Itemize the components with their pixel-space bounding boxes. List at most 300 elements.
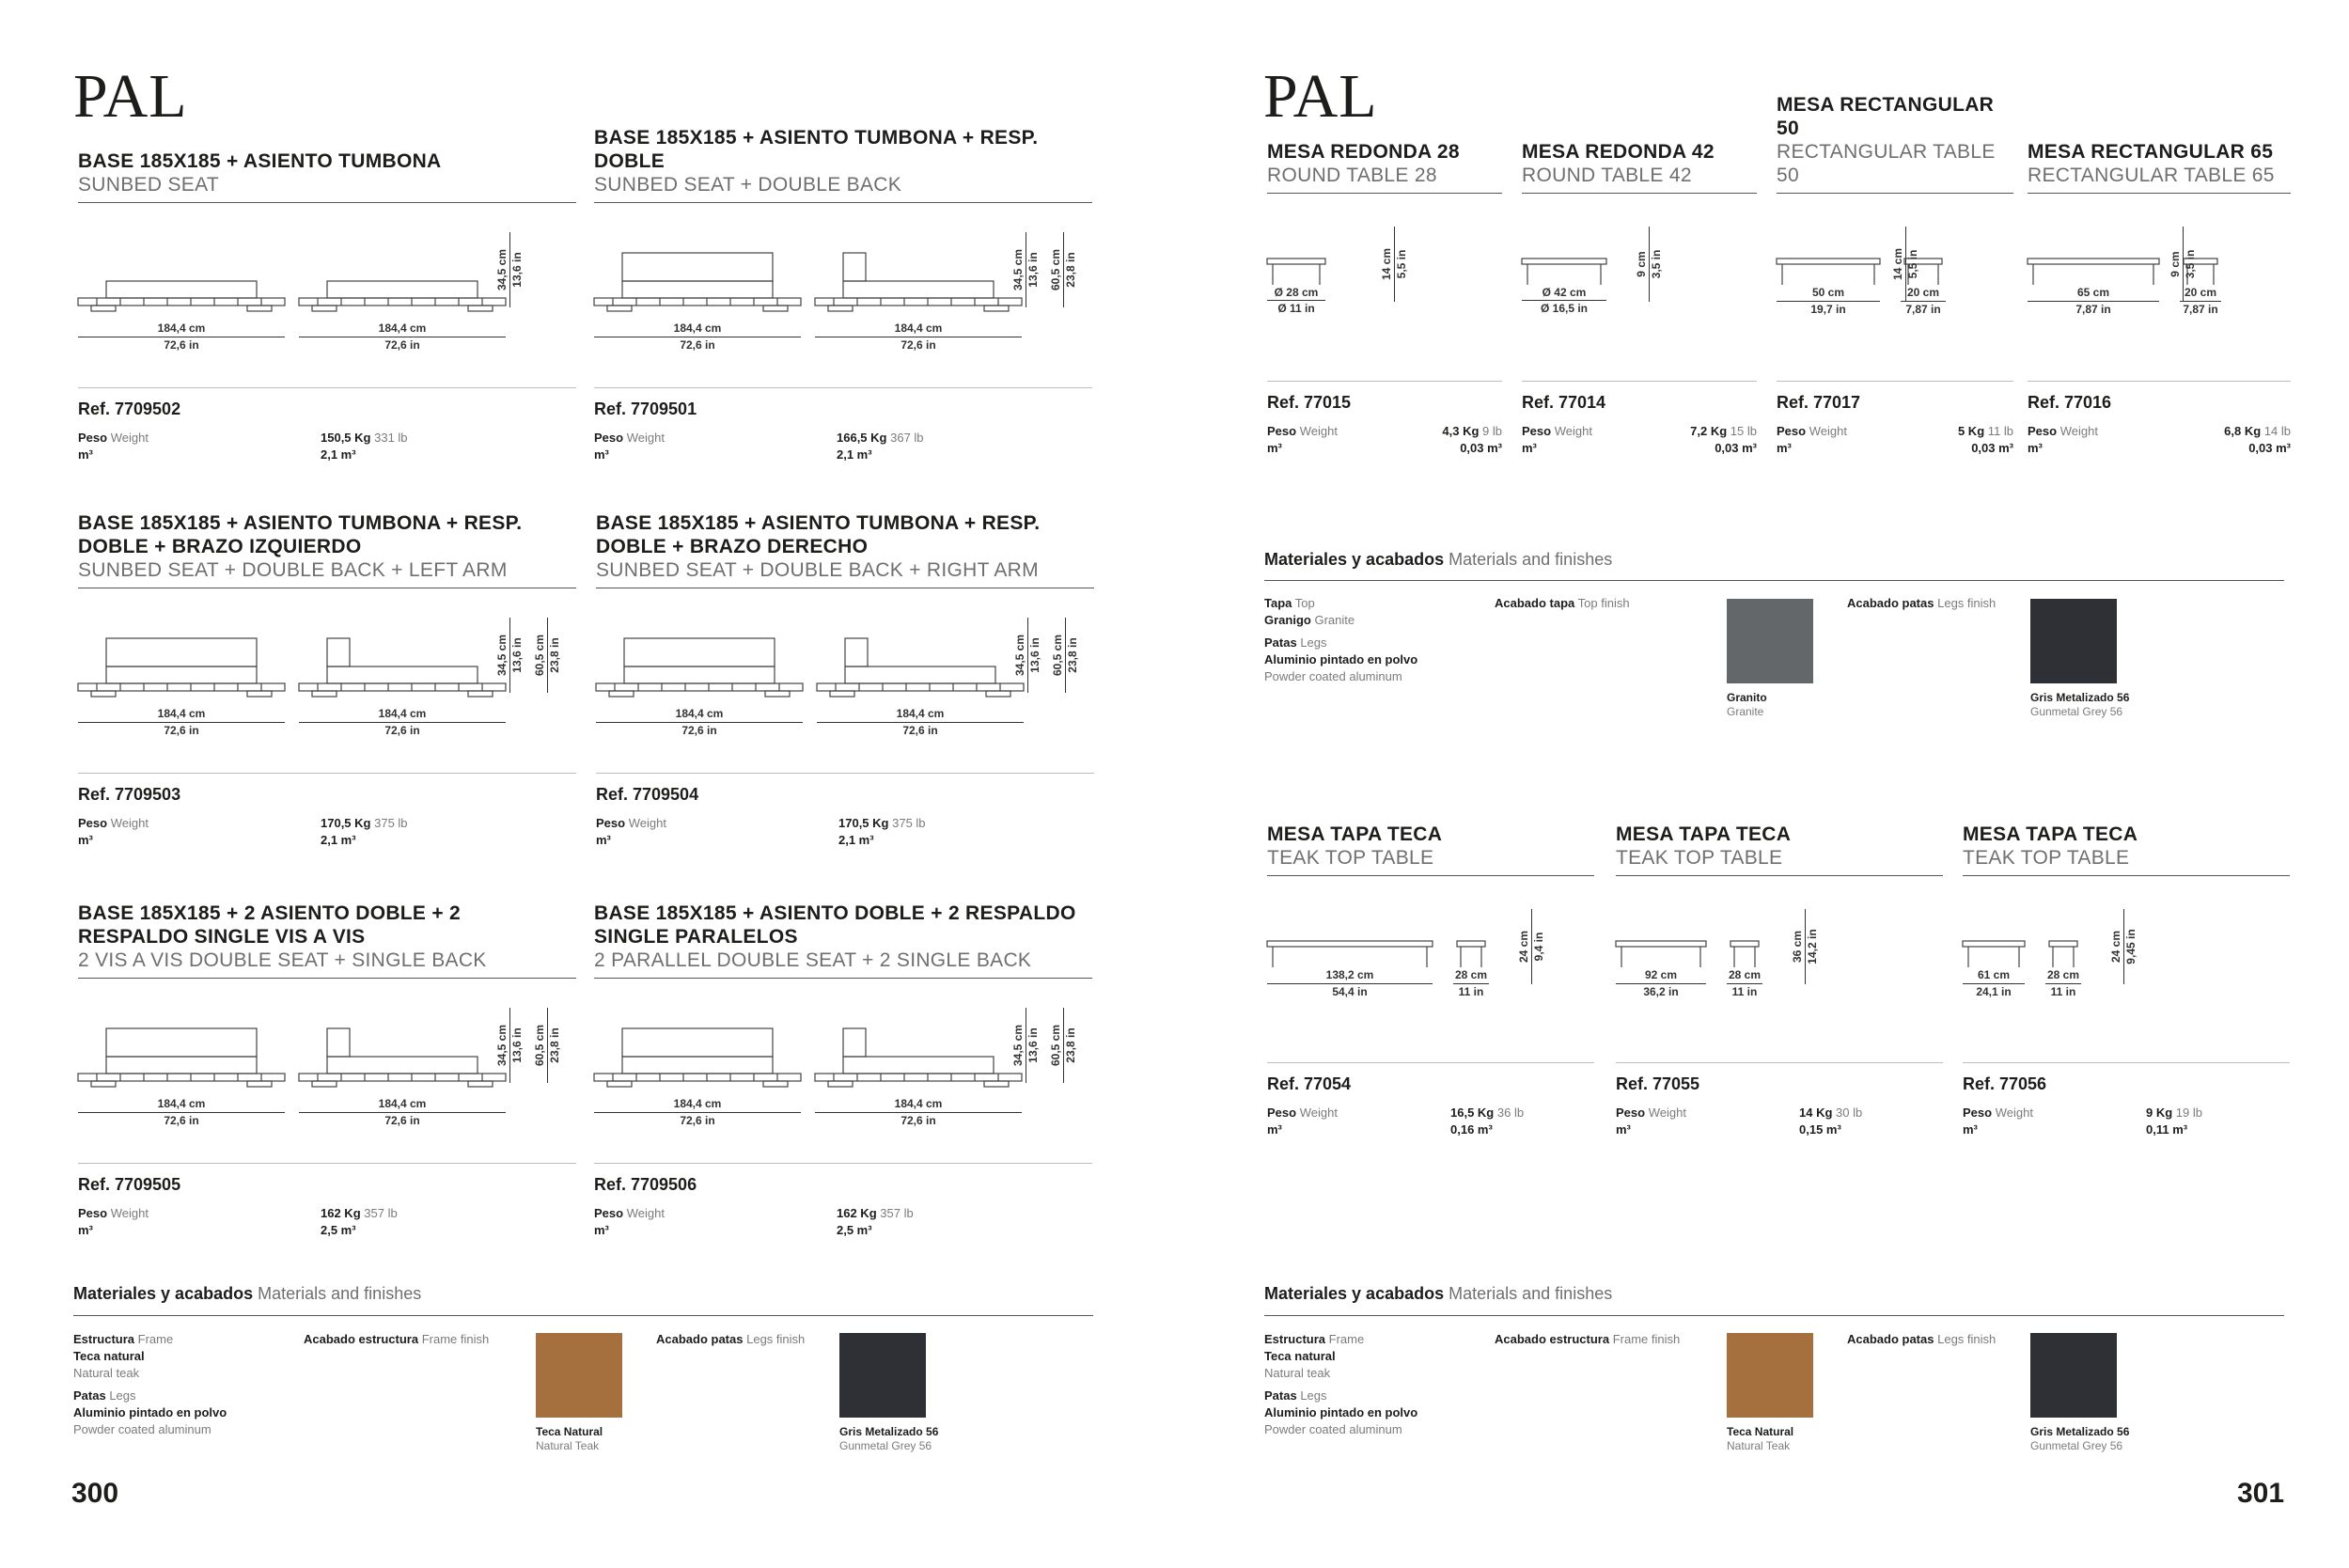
gunmetal-swatch-label: Gris Metalizado 56 Gunmetal Grey 56 <box>839 1425 939 1452</box>
dim-cm: 65 cm <box>2028 285 2159 302</box>
height-dimension <box>1635 227 1667 302</box>
spec-values <box>837 1205 914 1239</box>
sofa-foot <box>91 691 116 697</box>
weight-label: Peso <box>596 816 626 830</box>
materials-frame-text: Estructura Frame Teca natural Natural teak Patas Legs Aluminio pintado en polvo Powder coated aluminum <box>73 1332 227 1436</box>
materials-tables <box>1264 550 2284 718</box>
teak-swatch <box>1727 1333 1813 1418</box>
weight-label: Peso <box>78 1206 108 1220</box>
width-dimension <box>815 321 1022 353</box>
height-in: 13,6 in <box>510 637 524 673</box>
page-number-left: 300 <box>71 1478 119 1509</box>
dim-cm: 184,4 cm <box>594 321 801 337</box>
teak-swatch <box>536 1333 622 1418</box>
table-top <box>1616 941 1706 947</box>
materials-teak-tables <box>1264 1284 2284 1452</box>
dim-in: 72,6 in <box>680 338 715 352</box>
weight-kg: 4,3 Kg <box>1442 424 1480 438</box>
height-in: 9,45 in <box>2124 929 2138 964</box>
product-title: MESA TAPA TECA <box>1616 823 1792 845</box>
product-subtitle: SUNBED SEAT + DOUBLE BACK <box>594 174 902 196</box>
height-cm: 60,5 cm <box>533 1008 548 1083</box>
materials-heading-es: Materiales y acabados <box>1264 1284 1445 1303</box>
spec-values <box>1522 423 1757 457</box>
width-dimension <box>1963 967 2025 999</box>
height-in: 3,5 in <box>2184 249 2197 279</box>
title-rule <box>1522 193 1757 194</box>
title-rule <box>1267 193 1502 194</box>
product-heading <box>78 902 576 972</box>
weight-label-en: Weight <box>626 431 665 445</box>
materials-heading-es: Materiales y acabados <box>1264 550 1445 569</box>
width-dimension <box>78 706 285 738</box>
weight-label-en: Weight <box>110 1206 149 1220</box>
materials-heading-en: Materials and finishes <box>1449 1284 1613 1303</box>
height-dimension <box>495 1008 527 1083</box>
width-dimension <box>594 1096 801 1128</box>
height-in: 23,8 in <box>1066 637 1079 673</box>
materials-heading <box>73 1284 1093 1304</box>
height-in: 5,5 in <box>1395 249 1408 279</box>
product-block <box>594 902 1092 1264</box>
weight-kg: 9 Kg <box>2146 1105 2173 1120</box>
height-cm: 24 cm <box>1517 909 1532 984</box>
height-dimension <box>1517 909 1549 984</box>
table-top <box>2028 259 2159 264</box>
weight-kg: 170,5 Kg <box>838 816 889 830</box>
product-ref: Ref. 7709505 <box>78 1175 181 1194</box>
height-dimension <box>533 1008 565 1083</box>
weight-label-en: Weight <box>626 1206 665 1220</box>
product-subtitle: TEAK TOP TABLE <box>1267 847 1434 869</box>
dim-cm: 184,4 cm <box>299 706 506 723</box>
sofa-back <box>327 638 350 666</box>
dim-cm: 184,4 cm <box>815 321 1022 337</box>
product-title: MESA RECTANGULAR 65 <box>2028 141 2274 163</box>
sofa-foot <box>247 306 272 311</box>
volume-m3: 0,03 m³ <box>1715 441 1757 455</box>
title-rule <box>1777 193 2013 194</box>
dim-cm: 50 cm <box>1777 285 1880 302</box>
table-side-top <box>1730 941 1759 947</box>
height-dimension <box>2169 227 2200 302</box>
sofa-base <box>815 1074 1022 1081</box>
weight-lb: 357 lb <box>364 1206 398 1220</box>
product-block <box>78 512 576 874</box>
dim-in: 11 in <box>1731 985 1758 998</box>
dim-in: 7,87 in <box>2075 303 2111 316</box>
width-dimension <box>299 321 506 353</box>
volume-label: m³ <box>1616 1122 1631 1137</box>
ref-rule <box>596 773 1094 774</box>
product-ref: Ref. 7709503 <box>78 785 181 804</box>
title-rule <box>1616 875 1943 876</box>
dim-in: 11 in <box>2050 985 2076 998</box>
weight-label: Peso <box>2028 424 2058 438</box>
sofa-foot <box>468 1081 493 1087</box>
height-cm: 14 cm <box>1891 227 1906 302</box>
sofa-back <box>845 638 868 666</box>
height-dimension <box>2109 909 2141 984</box>
volume-m3: 0,03 m³ <box>2248 441 2291 455</box>
sofa-view <box>299 281 506 311</box>
width-dimension <box>1267 285 1325 316</box>
weight-kg: 5 Kg <box>1957 424 1985 438</box>
product-title: MESA RECTANGULAR 50 <box>1777 94 1995 139</box>
product-drawing <box>594 240 1092 362</box>
width-dimension <box>815 1096 1022 1128</box>
sofa-seat <box>327 1057 478 1074</box>
weight-kg: 162 Kg <box>321 1206 361 1220</box>
product-heading <box>594 126 1092 196</box>
teak-swatch-label: Teca Natural Natural Teak <box>536 1425 603 1452</box>
legs-finish-label: Acabado patas Legs finish <box>656 1332 806 1346</box>
volume-m3: 2,1 m³ <box>837 447 872 462</box>
height-dimension <box>1380 227 1412 302</box>
sofa-view <box>596 638 803 697</box>
sofa-foot <box>312 691 337 697</box>
dim-cm: Ø 28 cm <box>1267 285 1325 301</box>
height-cm: 34,5 cm <box>495 618 510 693</box>
dim-cm: 61 cm <box>1963 967 2025 984</box>
sofa-view <box>594 253 801 311</box>
width-dimension <box>1777 285 1880 317</box>
table-top <box>1522 259 1606 264</box>
sofa-back <box>106 638 257 666</box>
title-rule <box>594 202 1092 203</box>
sofa-back <box>327 1028 350 1057</box>
brand-logo-left: PAL <box>73 62 188 131</box>
sofa-view <box>299 638 506 697</box>
sofa-view <box>78 638 285 697</box>
dim-in: 54,4 in <box>1332 985 1368 998</box>
sofa-base <box>594 1074 801 1081</box>
dim-cm: 20 cm <box>1901 285 1946 302</box>
legs-finish-label: Acabado patas Legs finish <box>1847 596 1997 610</box>
weight-label: Peso <box>1522 424 1552 438</box>
spec-values <box>838 815 926 849</box>
dim-in: 72,6 in <box>164 1114 199 1127</box>
sofa-base <box>299 298 506 306</box>
product-subtitle: ROUND TABLE 28 <box>1267 165 1437 186</box>
dim-in: 7,87 in <box>2183 303 2218 316</box>
product-subtitle: RECTANGULAR TABLE 50 <box>1777 141 1996 186</box>
weight-lb: 19 lb <box>2175 1105 2202 1120</box>
sofa-view <box>78 281 285 311</box>
height-dimension <box>495 232 527 307</box>
product-title: BASE 185X185 + ASIENTO TUMBONA + RESP. DOBLE + BRAZO IZQUIERDO <box>78 512 523 557</box>
sofa-foot <box>247 691 272 697</box>
title-rule <box>1963 875 2290 876</box>
dim-in: 72,6 in <box>680 1114 715 1127</box>
materials-heading-en: Materials and finishes <box>1449 550 1613 569</box>
volume-label: m³ <box>1267 441 1282 455</box>
volume-m3: 2,1 m³ <box>321 833 356 847</box>
title-rule <box>594 978 1092 979</box>
height-cm: 60,5 cm <box>533 618 548 693</box>
sofa-foot <box>607 1081 632 1087</box>
sofa-foot <box>468 691 493 697</box>
height-cm: 24 cm <box>2109 909 2124 984</box>
ref-rule <box>1777 381 2013 382</box>
dim-cm: 184,4 cm <box>594 1096 801 1113</box>
product-drawing <box>1777 230 2013 353</box>
height-cm: 34,5 cm <box>1011 232 1026 307</box>
sofa-foot <box>91 1081 116 1087</box>
sofa-base <box>594 298 801 306</box>
product-block <box>1963 813 2290 1152</box>
weight-kg: 162 Kg <box>837 1206 877 1220</box>
gunmetal-swatch-label: Gris Metalizado 56 Gunmetal Grey 56 <box>2030 691 2130 718</box>
weight-lb: 15 lb <box>1730 424 1757 438</box>
product-heading <box>1616 823 1943 870</box>
weight-label: Peso <box>594 431 624 445</box>
product-title: MESA REDONDA 42 <box>1522 141 1715 163</box>
height-in: 13,6 in <box>1028 637 1041 673</box>
weight-label: Peso <box>1267 1105 1297 1120</box>
sofa-seat <box>106 666 257 683</box>
product-subtitle: SUNBED SEAT <box>78 174 219 196</box>
height-cm: 34,5 cm <box>495 232 510 307</box>
sofa-foot <box>984 306 1009 311</box>
volume-label: m³ <box>594 1223 609 1237</box>
product-ref: Ref. 77016 <box>2028 393 2112 412</box>
height-in: 5,5 in <box>1906 249 1919 279</box>
sofa-seat <box>106 281 257 298</box>
spec-values <box>1450 1105 1524 1138</box>
height-dimension <box>1791 909 1823 984</box>
width-dimension <box>2028 285 2159 317</box>
product-drawing <box>78 625 576 747</box>
product-block <box>78 902 576 1264</box>
dim-cm: 184,4 cm <box>817 706 1024 723</box>
sofa-foot <box>828 1081 853 1087</box>
width-dimension <box>596 706 803 738</box>
table-top <box>1267 941 1433 947</box>
ref-rule <box>78 387 576 388</box>
volume-label: m³ <box>78 447 93 462</box>
sofa-seat <box>845 666 995 683</box>
top-finish-label: Acabado tapa Top finish <box>1495 596 1630 610</box>
product-block <box>1616 813 1943 1152</box>
sofa-foot <box>763 1081 788 1087</box>
materials-frame-text: Estructura Frame Teca natural Natural teak Patas Legs Aluminio pintado en polvo Powder coated aluminum <box>1264 1332 1418 1436</box>
ref-rule <box>2028 381 2291 382</box>
product-heading <box>1777 93 2013 187</box>
spec-values <box>321 430 408 463</box>
table-elevation-svg <box>1616 913 1943 1016</box>
product-subtitle: TEAK TOP TABLE <box>1616 847 1783 869</box>
table-top <box>1963 941 2025 947</box>
weight-kg: 170,5 Kg <box>321 816 371 830</box>
product-drawing <box>1267 913 1594 1035</box>
product-heading <box>594 902 1092 972</box>
sofa-foot <box>763 306 788 311</box>
spec-values <box>2028 423 2291 457</box>
dim-in: 19,7 in <box>1810 303 1846 316</box>
height-dimension <box>1011 1008 1043 1083</box>
height-in: 13,6 in <box>1026 252 1040 288</box>
gunmetal-swatch <box>2030 599 2117 683</box>
sofa-view <box>299 1028 506 1087</box>
product-title: BASE 185X185 + ASIENTO TUMBONA + RESP. DOBLE + BRAZO DERECHO <box>596 512 1041 557</box>
ref-rule <box>1522 381 1757 382</box>
dim-cm: Ø 42 cm <box>1522 285 1606 301</box>
dim-cm: 184,4 cm <box>815 1096 1022 1113</box>
weight-kg: 166,5 Kg <box>837 431 887 445</box>
sofa-back <box>622 1028 773 1057</box>
sofa-foot <box>468 306 493 311</box>
product-ref: Ref. 7709502 <box>78 400 181 418</box>
materials-heading-en: Materials and finishes <box>258 1284 422 1303</box>
weight-label-en: Weight <box>1995 1105 2033 1120</box>
spec-values <box>1777 423 2013 457</box>
spec-values <box>321 815 408 849</box>
product-block <box>594 127 1092 489</box>
dim-in: Ø 11 in <box>1277 302 1315 315</box>
product-subtitle: RECTANGULAR TABLE 65 <box>2028 165 2275 186</box>
width-dimension <box>1616 967 1706 999</box>
product-subtitle: 2 VIS A VIS DOUBLE SEAT + SINGLE BACK <box>78 949 487 971</box>
table-top <box>1267 259 1325 264</box>
product-block <box>1777 94 2013 475</box>
height-in: 13,6 in <box>510 1027 524 1063</box>
height-in: 9,4 in <box>1532 932 1545 962</box>
product-ref: Ref. 77017 <box>1777 393 1861 412</box>
dim-cm: 92 cm <box>1616 967 1706 984</box>
materials-heading-es: Materiales y acabados <box>73 1284 254 1303</box>
sofa-seat <box>327 281 478 298</box>
dim-in: 72,6 in <box>384 338 420 352</box>
weight-label: Peso <box>1616 1105 1646 1120</box>
volume-m3: 0,15 m³ <box>1799 1122 1841 1137</box>
weight-label-en: Weight <box>1648 1105 1686 1120</box>
sofa-foot <box>609 691 634 697</box>
product-block <box>1267 813 1594 1152</box>
product-drawing <box>596 625 1094 747</box>
product-heading <box>1267 823 1594 870</box>
product-ref: Ref. 77055 <box>1616 1074 1700 1093</box>
product-block <box>2028 136 2291 475</box>
sofa-base <box>815 298 1022 306</box>
product-drawing <box>1616 913 1943 1035</box>
product-block <box>596 512 1094 874</box>
volume-m3: 0,03 m³ <box>1971 441 2013 455</box>
height-in: 23,8 in <box>548 637 561 673</box>
dim-in: 11 in <box>1458 985 1484 998</box>
weight-kg: 150,5 Kg <box>321 431 371 445</box>
ref-rule <box>1616 1062 1943 1063</box>
width-dimension <box>1453 967 1489 999</box>
frame-finish-label: Acabado estructura Frame finish <box>1495 1332 1681 1346</box>
spec-labels <box>1267 1105 1338 1138</box>
title-rule <box>2028 193 2291 194</box>
materials-top-text: Tapa Top Granigo Granite Patas Legs Aluminio pintado en polvo Powder coated aluminum <box>1264 596 1418 683</box>
dim-cm: 20 cm <box>2180 285 2221 302</box>
table-elevation-svg <box>2028 230 2291 334</box>
title-rule <box>1267 875 1594 876</box>
weight-label: Peso <box>78 816 108 830</box>
product-title: MESA TAPA TECA <box>1963 823 2138 845</box>
weight-label-en: Weight <box>2059 424 2098 438</box>
ref-rule <box>1267 381 1502 382</box>
product-heading <box>596 511 1094 582</box>
dim-cm: 28 cm <box>2045 967 2081 984</box>
spec-labels <box>594 1205 665 1239</box>
sofa-back <box>622 253 773 281</box>
product-subtitle: 2 PARALLEL DOUBLE SEAT + 2 SINGLE BACK <box>594 949 1032 971</box>
spec-labels <box>596 815 666 849</box>
weight-lb: 375 lb <box>374 816 408 830</box>
sofa-view <box>78 1028 285 1087</box>
legs-finish-label: Acabado patas Legs finish <box>1847 1332 1997 1346</box>
product-drawing <box>78 240 576 362</box>
volume-label: m³ <box>594 447 609 462</box>
width-dimension <box>2045 967 2081 999</box>
width-dimension <box>1522 285 1606 316</box>
sofa-base <box>78 298 285 306</box>
materials-rule <box>1264 580 2284 581</box>
dim-in: 72,6 in <box>384 724 420 737</box>
spec-labels <box>1616 1105 1686 1138</box>
volume-label: m³ <box>1522 441 1537 455</box>
weight-lb: 367 lb <box>890 431 924 445</box>
product-block <box>1267 136 1502 475</box>
width-dimension <box>299 706 506 738</box>
brand-logo-right: PAL <box>1263 62 1378 131</box>
volume-m3: 2,5 m³ <box>321 1223 356 1237</box>
sofa-view <box>594 1028 801 1087</box>
product-ref: Ref. 77015 <box>1267 393 1352 412</box>
height-cm: 60,5 cm <box>1051 618 1066 693</box>
spec-values <box>1799 1105 1862 1138</box>
dim-in: 72,6 in <box>164 724 199 737</box>
volume-label: m³ <box>78 1223 93 1237</box>
sofa-seat <box>843 1057 994 1074</box>
dim-in: 72,6 in <box>681 724 717 737</box>
granite-swatch-label: Granito Granite <box>1727 691 1767 718</box>
ref-rule <box>1267 1062 1594 1063</box>
dim-cm: 184,4 cm <box>78 1096 285 1113</box>
product-heading <box>1522 140 1757 187</box>
product-ref: Ref. 77014 <box>1522 393 1606 412</box>
dim-in: 72,6 in <box>902 724 938 737</box>
sofa-foot <box>247 1081 272 1087</box>
sofa-foot <box>828 306 853 311</box>
weight-label-en: Weight <box>110 431 149 445</box>
height-in: 23,8 in <box>548 1027 561 1063</box>
weight-label: Peso <box>1267 424 1297 438</box>
weight-lb: 357 lb <box>880 1206 914 1220</box>
spec-labels <box>78 1205 149 1239</box>
height-cm: 34,5 cm <box>1011 1008 1026 1083</box>
height-dimension <box>495 618 527 693</box>
product-ref: Ref. 7709506 <box>594 1175 697 1194</box>
title-rule <box>78 978 576 979</box>
height-dimension <box>1051 618 1083 693</box>
product-block <box>78 141 576 489</box>
sofa-view <box>815 253 1022 311</box>
teak-swatch-label: Teca Natural Natural Teak <box>1727 1425 1794 1452</box>
product-drawing <box>1267 230 1502 353</box>
dim-cm: 184,4 cm <box>299 321 506 337</box>
dim-in: 7,87 in <box>1905 303 1941 316</box>
ref-rule <box>594 1163 1092 1164</box>
sofa-base <box>78 683 285 691</box>
product-drawing <box>78 1015 576 1137</box>
weight-lb: 36 lb <box>1496 1105 1525 1120</box>
volume-m3: 2,1 m³ <box>838 833 874 847</box>
